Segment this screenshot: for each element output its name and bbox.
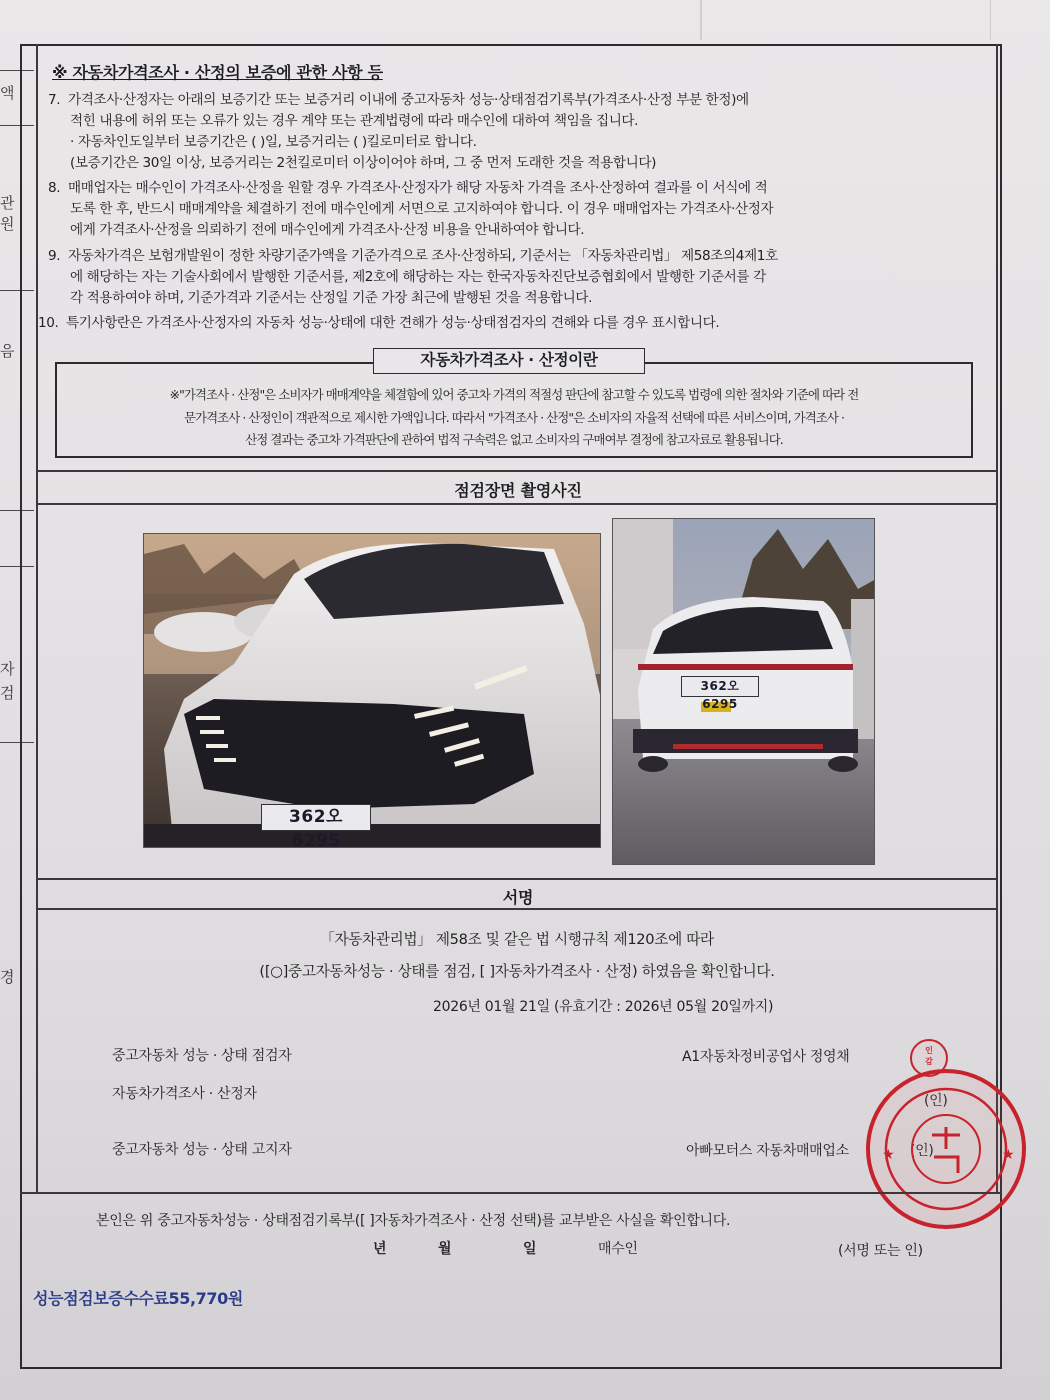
notice-line: · 자동차인도일부터 보증기간은 ( )일, 보증거리는 ( )킬로미터로 합니다. <box>70 134 477 150</box>
notice-number: 7. <box>48 92 61 108</box>
divider <box>20 1192 1002 1194</box>
notice-number: 10. <box>38 315 59 331</box>
notice-number: 8. <box>48 180 61 196</box>
notice-8 <box>48 178 978 241</box>
notice-9 <box>48 246 978 309</box>
inspection-fee-stamp: 성능점검보증수수료55,770원 <box>33 1289 243 1308</box>
inner-border-right <box>996 44 998 1194</box>
section-title: ※ 자동차가격조사 · 산정의 보증에 관한 사항 등 <box>52 63 383 82</box>
date-blank-year: 년 <box>373 1241 387 1257</box>
license-plate-front: 362오 6295 <box>261 804 371 831</box>
definition-line: 문가격조사 · 산정인이 객관적으로 제시한 가액입니다. 따라서 "가격조사 · 산정"은 소비자의 자율적 선택에 따른 서비스이며, 가격조사 · <box>183 409 845 425</box>
notice-number: 9. <box>48 248 61 264</box>
company-seal-icon <box>862 1065 1030 1233</box>
margin-text: 경 <box>0 968 15 986</box>
notice-line: 매매업자는 매수인이 가격조사·산정을 원할 경우 가격조사·산정자가 해당 자동차 가격을 조사·산정하여 결과를 이 서식에 적 <box>68 180 768 196</box>
inspector-seal-icon: 인 감 <box>910 1039 948 1077</box>
signature-section-title: 서명 <box>502 888 534 907</box>
definition-text <box>62 384 966 452</box>
notice-line: 특기사항란은 가격조사·산정자의 자동차 성능·상태에 대한 견해가 성능·상태점검자의 견해와 다를 경우 표시합니다. <box>66 315 720 331</box>
notice-line: 자동차가격은 보험개발원이 정한 차량기준가액을 기준가격으로 조사·산정하되, 기준서는 「자동차관리법」 제58조의4제1호 <box>68 248 778 264</box>
divider <box>36 470 998 472</box>
buyer-sign-mark: (서명 또는 인) <box>838 1243 923 1259</box>
definition-line: 산정 결과는 중고차 가격판단에 관하여 법적 구속력은 없고 소비자의 구매여부 결정에 참고자료로 활용됩니다. <box>245 432 783 447</box>
front-photo <box>143 533 601 848</box>
notice-line: 가격조사·산정자는 아래의 보증기간 또는 보증거리 이내에 중고자동차 성능·상태점검기록부(가격조사·산정 부분 한정)에 <box>68 92 749 108</box>
notice-line: 각 적용하여야 하며, 기준가격과 기준서는 산정일 기준 가장 최근에 발행된 것을 적용합니다. <box>70 290 593 306</box>
appraiser-label: 자동차가격조사 · 산정자 <box>112 1086 257 1102</box>
receipt-line: 본인은 위 중고자동차성능 · 상태점검기록부([ ]자동차가격조사 · 산정 선택)를 교부받은 사실을 확인합니다. <box>96 1213 731 1229</box>
inspector-label: 중고자동차 성능 · 상태 점검자 <box>112 1048 292 1064</box>
bleed-mark <box>700 0 702 40</box>
divider <box>36 503 998 505</box>
date-line: 2026년 01월 21일 (유효기간 : 2026년 05월 20일까지) <box>433 999 774 1015</box>
license-plate-rear: 362오 6295 <box>681 676 759 697</box>
definition-line: ※"가격조사 · 산정"은 소비자가 매매계약을 체결함에 있어 중고차 가격의 적절성 판단에 참고할 수 있도록 법령에 의한 절차와 기준에 따라 전 <box>169 387 859 402</box>
margin-text: 관원 <box>0 194 15 233</box>
notifier-label: 중고자동차 성능 · 상태 고지자 <box>112 1142 292 1158</box>
date-blank-day: 일 <box>523 1241 537 1257</box>
photo-section-title: 점검장면 촬영사진 <box>454 481 582 500</box>
notice-line: 적힌 내용에 허위 또는 오류가 있는 경우 계약 또는 관계법령에 따라 매수인에 대하여 책임을 집니다. <box>70 113 639 129</box>
divider <box>36 878 998 880</box>
notice-10 <box>38 313 968 334</box>
notice-line: 도록 한 후, 반드시 매매계약을 체결하기 전에 매수인에게 서면으로 고지하여야 합니다. 이 경우 매매업자는 가격조사·산정자 <box>70 201 774 217</box>
definition-title: 자동차가격조사 · 산정이란 <box>373 348 645 374</box>
margin-text: 검 <box>0 684 15 702</box>
notice-line: (보증기간은 30일 이상, 보증거리는 2천킬로미터 이상이어야 하며, 그 중 먼저 도래한 것을 적용합니다) <box>70 155 656 171</box>
notice-line: 에 해당하는 자는 기술사회에서 발행한 기준서를, 제2호에 해당하는 자는 한국자동차진단보증협회에서 발행한 기준서를 각 <box>70 269 766 285</box>
margin-text: 음 <box>0 342 15 360</box>
notice-line: 에게 가격조사·산정을 의뢰하기 전에 매수인에게 가격조사·산정 비용을 안내하여야 합니다. <box>70 222 585 238</box>
notifier-name: 아빠모터스 자동차매매업소 <box>686 1143 849 1159</box>
buyer-label: 매수인 <box>598 1241 638 1257</box>
statement-line: 「자동차관리법」 제58조 및 같은 법 시행규칙 제120조에 따라 <box>320 931 714 948</box>
inspector-name: A1자동차정비공업사 정영채 <box>682 1049 850 1065</box>
statement-line: ([○]중고자동차성능 · 상태를 점검, [ ]자동차가격조사 · 산정) 하였음을 확인합니다. <box>259 963 775 980</box>
divider <box>36 908 998 910</box>
bleed-mark <box>990 0 991 40</box>
date-blank-month: 월 <box>438 1241 452 1257</box>
svg-text:★: ★ <box>882 1147 895 1163</box>
margin-text: 자 <box>0 660 15 678</box>
rear-photo <box>612 518 875 865</box>
notice-7 <box>48 90 978 174</box>
inner-border-left <box>36 44 38 1194</box>
margin-text: 액 <box>0 84 15 102</box>
svg-text:★: ★ <box>1002 1147 1015 1163</box>
